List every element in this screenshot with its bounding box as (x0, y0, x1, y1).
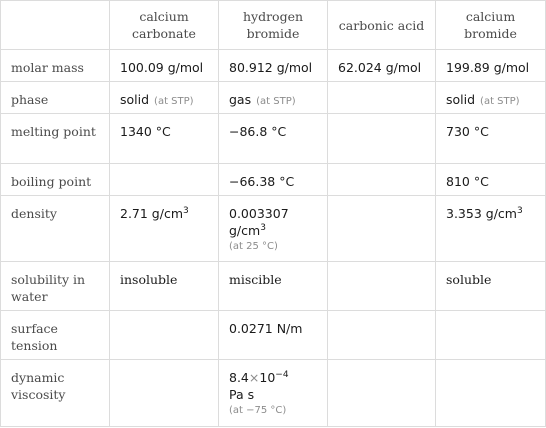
header-row (1, 1, 546, 50)
empty-cell (328, 114, 436, 164)
density-unit: g/cm (229, 223, 261, 238)
cell-value: 810 °C (436, 164, 546, 196)
row-label-molar-mass: molar mass (1, 50, 110, 82)
density-value: 3.353 g/cm (446, 206, 517, 221)
empty-cell (110, 360, 219, 427)
power-exponent: −4 (275, 369, 289, 380)
cell-value: 0.0271 N/m (219, 311, 328, 360)
table-row (1, 50, 546, 82)
row-label-phase: phase (1, 82, 110, 114)
cell-value: soluble (436, 262, 546, 311)
table-row (1, 196, 546, 262)
row-label-solubility: solubility in water (1, 262, 110, 311)
table-row (1, 82, 546, 114)
condition-note: (at STP) (154, 96, 194, 107)
cell-value: insoluble (110, 262, 219, 311)
table-row (1, 311, 546, 360)
cell-value: 199.89 g/mol (436, 50, 546, 82)
empty-cell (110, 164, 219, 196)
row-label-surface-tension: surface tension (1, 311, 110, 360)
empty-cell (328, 360, 436, 427)
empty-cell (110, 311, 219, 360)
condition-note: (at STP) (480, 96, 520, 107)
cell-value: 730 °C (436, 114, 546, 164)
cell-value (436, 82, 546, 114)
phase-value: gas (229, 92, 252, 107)
condition-note: (at STP) (256, 96, 296, 107)
empty-cell (328, 311, 436, 360)
cell-value: −66.38 °C (219, 164, 328, 196)
empty-cell (436, 311, 546, 360)
column-header-calcium-carbonate: calcium carbonate (110, 1, 219, 50)
unit-exponent: 3 (516, 205, 523, 216)
row-label-melting-point: melting point (1, 114, 110, 164)
unit-exponent: 3 (183, 205, 189, 216)
column-header-calcium-bromide: calcium bromide (436, 1, 546, 50)
condition-note: (at −75 °C) (229, 405, 287, 416)
cell-value: 1340 °C (110, 114, 219, 164)
cell-value (436, 196, 546, 262)
unit-exponent: 3 (260, 222, 266, 233)
column-header-hydrogen-bromide: hydrogen bromide (219, 1, 328, 50)
row-label-density: density (1, 196, 110, 262)
viscosity-unit: Pa s (229, 387, 255, 402)
table-row (1, 262, 546, 311)
cell-value (219, 82, 328, 114)
empty-cell (328, 164, 436, 196)
cell-value: 100.09 g/mol (110, 50, 219, 82)
cell-value (219, 196, 328, 262)
cell-value: 80.912 g/mol (219, 50, 328, 82)
column-header-carbonic-acid: carbonic acid (328, 1, 436, 50)
table-row (1, 114, 546, 164)
empty-cell (328, 196, 436, 262)
row-label-dynamic-viscosity: dynamic viscosity (1, 360, 110, 427)
empty-cell (328, 82, 436, 114)
cell-value: miscible (219, 262, 328, 311)
viscosity-value (229, 369, 318, 386)
empty-cell (328, 262, 436, 311)
phase-value: solid (446, 92, 476, 107)
cell-value (110, 196, 219, 262)
viscosity-mantissa: 8.4 (229, 370, 249, 385)
cell-value (219, 360, 328, 427)
corner-cell (1, 1, 110, 50)
condition-note: (at 25 °C) (229, 241, 278, 252)
empty-cell (436, 360, 546, 427)
power-base: 10 (259, 370, 276, 385)
table-row (1, 360, 546, 427)
cell-value: −86.8 °C (219, 114, 328, 164)
cell-value: 62.024 g/mol (328, 50, 436, 82)
density-value: 0.003307 (229, 206, 289, 221)
row-label-boiling-point: boiling point (1, 164, 110, 196)
table-row (1, 164, 546, 196)
phase-value: solid (120, 92, 150, 107)
times-sign: × (248, 370, 260, 385)
cell-value (110, 82, 219, 114)
density-value: 2.71 g/cm (120, 206, 184, 221)
